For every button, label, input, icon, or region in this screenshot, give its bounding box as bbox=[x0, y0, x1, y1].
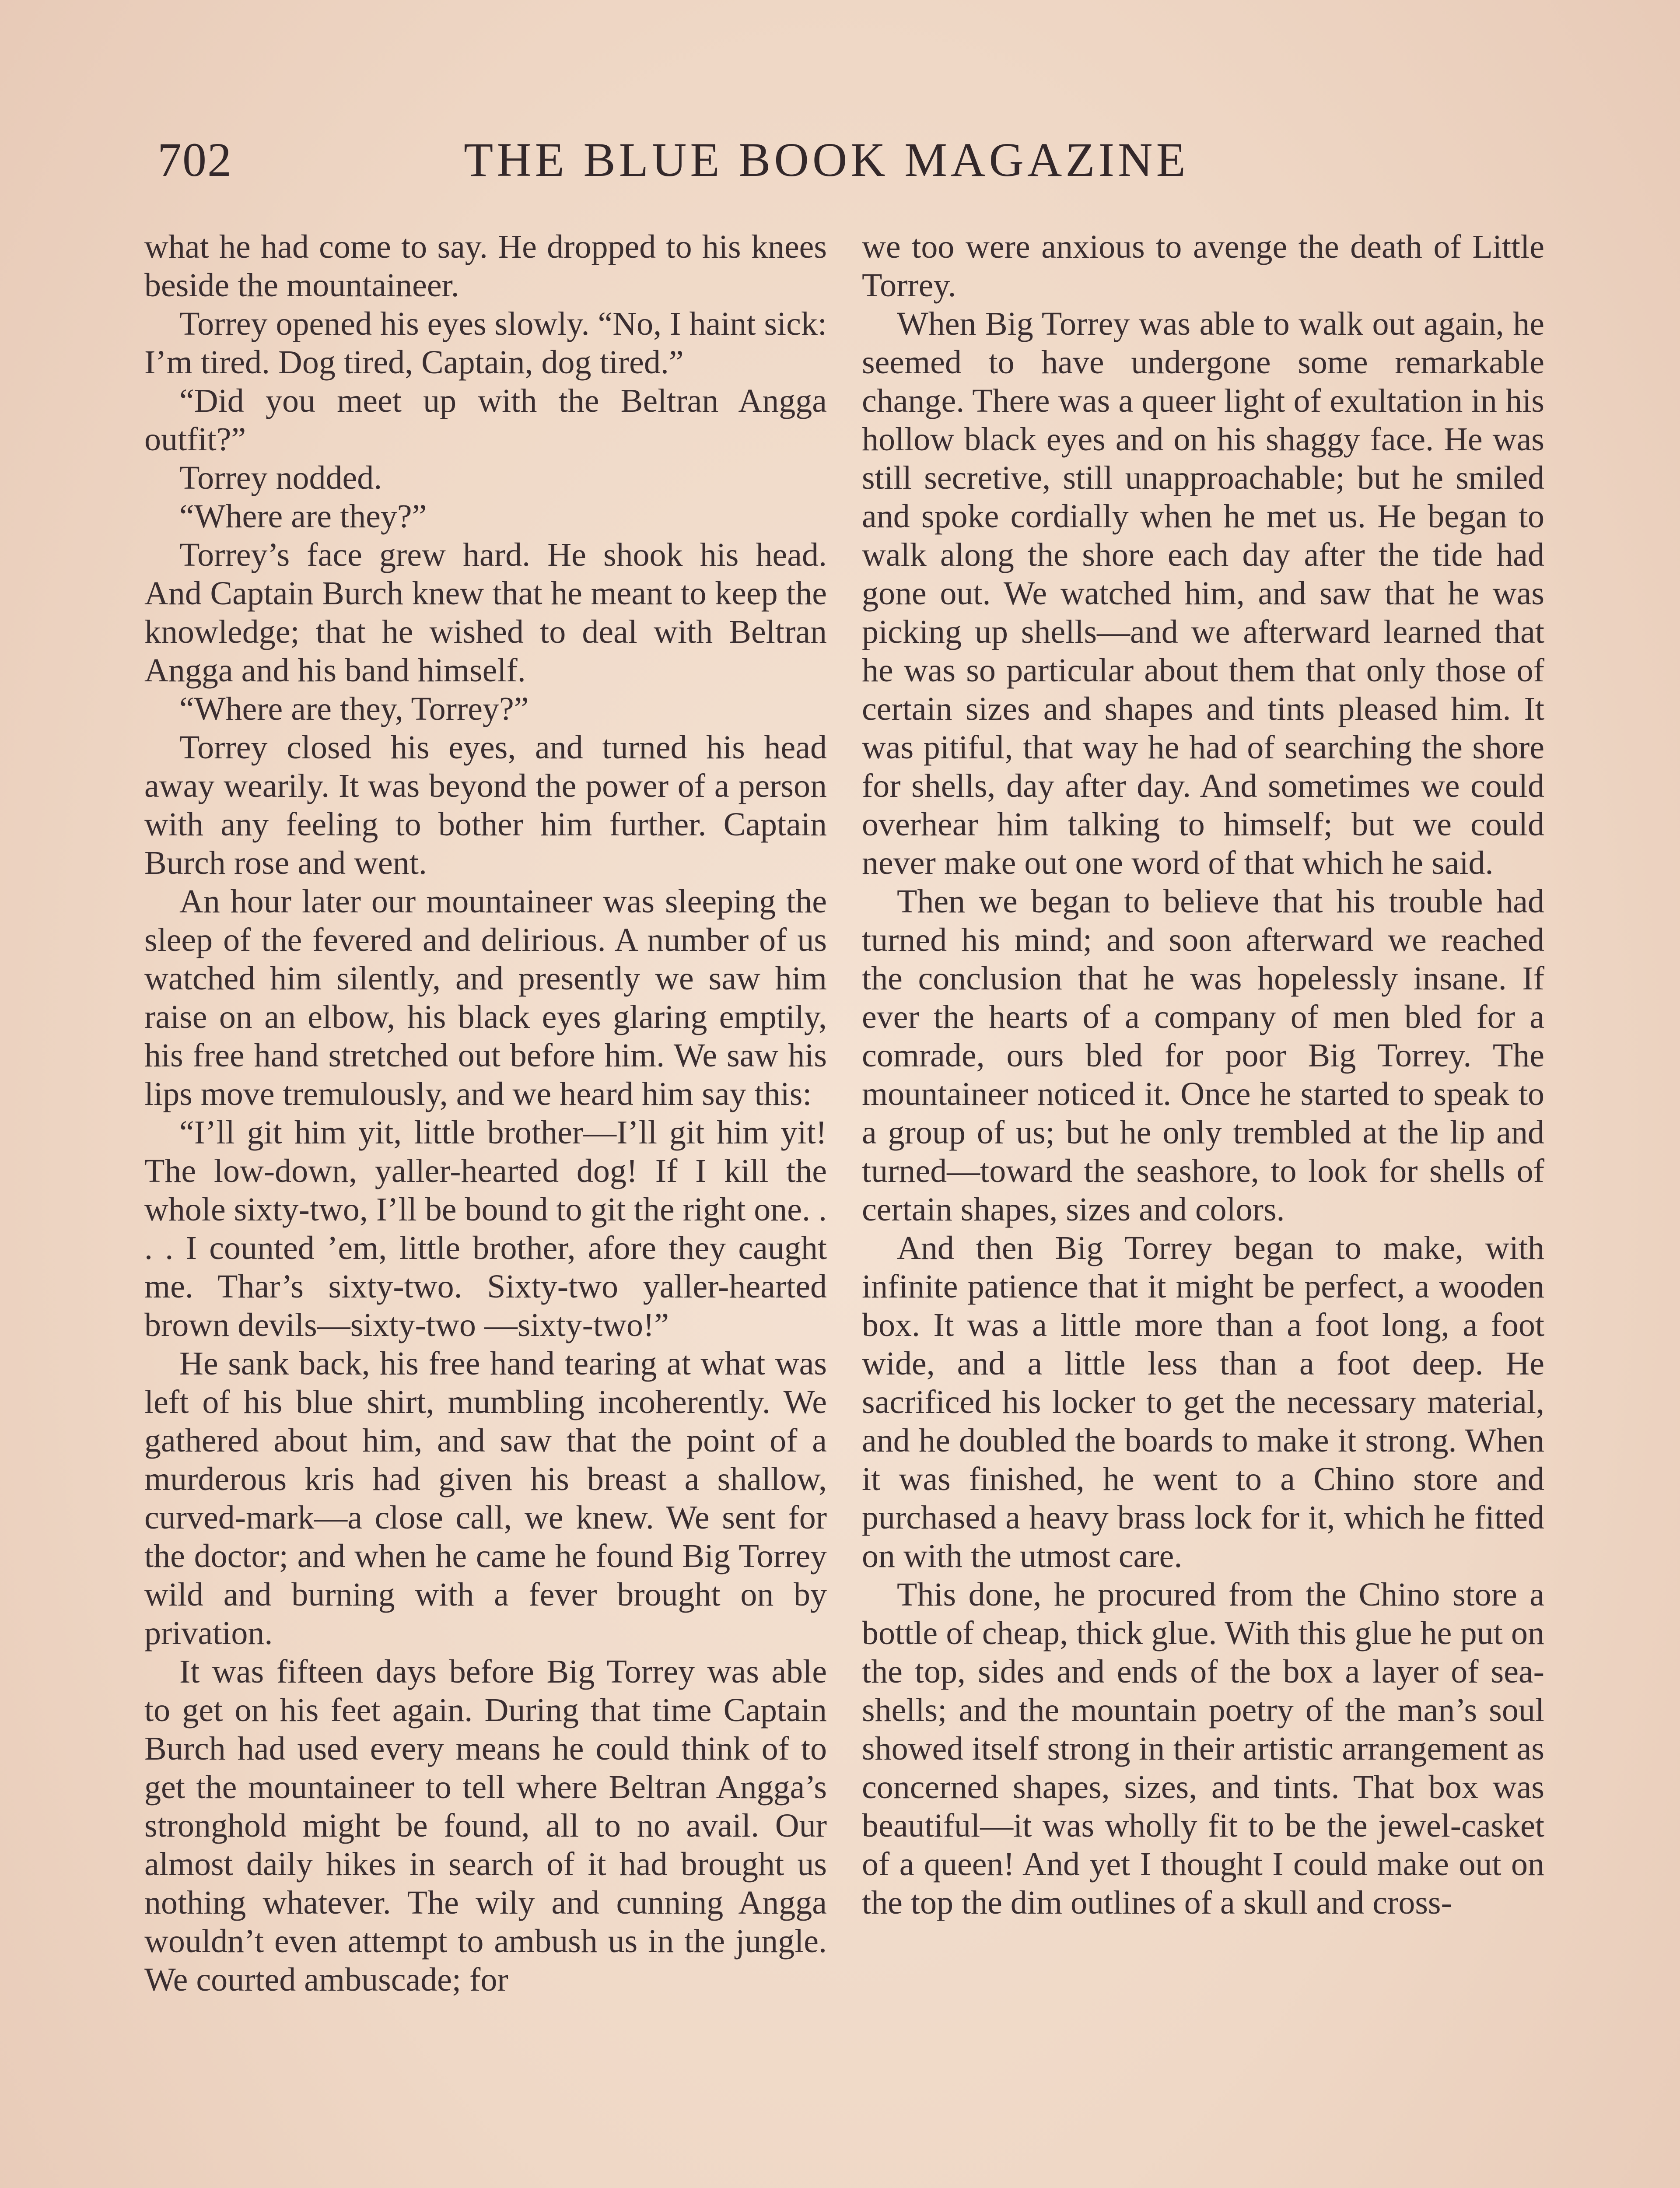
paragraph: Torrey closed his eyes, and turned his head away wearily. It was beyond the power of a person with any feeling to bother him further. Captain Burch rose and went. bbox=[144, 729, 827, 881]
paragraph: Torrey opened his eyes slowly. “No, I haint sick: I’m tired. Dog tired, Captain, dog tired.” bbox=[144, 305, 827, 381]
paragraph: It was fifteen days before Big Torrey was able to get on his feet again. During that time Captain Burch had used every means he could think of to get the mountaineer to tell where Beltran Angga’s stronghold might be found, all to no avail. Our almost daily hikes in search of it had brought us nothing whatever. The wily and cunning Angga wouldn’t even attempt to ambush us in the jungle. We courted ambuscade; for bbox=[144, 1653, 827, 1998]
page-number: 702 bbox=[158, 133, 232, 186]
paragraph: “Did you meet up with the Beltran Angga outfit?” bbox=[144, 382, 827, 458]
page-header bbox=[158, 127, 1549, 193]
paragraph: “Where are they?” bbox=[179, 498, 427, 535]
paragraph: Torrey nodded. bbox=[179, 459, 382, 496]
left-column bbox=[144, 228, 827, 2188]
magazine-title: THE BLUE BOOK MAGAZINE bbox=[464, 133, 1189, 186]
paragraph: This done, he procured from the Chino store a bottle of cheap, thick glue. With this glue he put on the top, sides and ends of the box a layer of sea-shells; and the mountain poetry of the man’s soul showed itself strong in their artistic arrangement as concerned shapes, sizes, and tints. That box was beautiful—it was wholly fit to be the jewel-casket of a queen! And yet I thought I could make out on the top the dim outlines of a skull and cross- bbox=[862, 1576, 1544, 1921]
paragraph: “Where are they, Torrey?” bbox=[179, 691, 529, 727]
paragraph: Then we began to believe that his trouble had turned his mind; and soon afterward we reached the conclusion that he was hopelessly insane. If ever the hearts of a company of men bled for a comrade, ours bled for poor Big Torrey. The mountaineer noticed it. Once he started to speak to a group of us; but he only trembled at the lip and turned—toward the seashore, to look for shells of certain shapes, sizes and colors. bbox=[862, 883, 1544, 1228]
paragraph: “I’ll git him yit, little brother—I’ll git him yit! The low-down, yaller-hearted dog! If I kill the whole sixty-two, I’ll be bound to git the right one. . . . I counted ’em, little brother, afore they caught me. Thar’s sixty-two. Sixty-two yaller-hearted brown devils—sixty-two —sixty-two!” bbox=[144, 1114, 827, 1343]
paragraph: we too were anxious to avenge the death of Little Torrey. bbox=[862, 228, 1544, 304]
paragraph: what he had come to say. He dropped to his knees beside the mountaineer. bbox=[144, 228, 827, 304]
paragraph: An hour later our mountaineer was sleeping the sleep of the fevered and delirious. A number of us watched him silently, and presently we saw him raise on an elbow, his black eyes glaring emptily, his free hand stretched out before him. We saw his lips move tremulously, and we heard him say this: bbox=[144, 883, 827, 1112]
right-column bbox=[862, 228, 1544, 2188]
paragraph: And then Big Torrey began to make, with infinite patience that it might be perfect, a wooden box. It was a little more than a foot long, a foot wide, and a little less than a foot deep. He sacrificed his locker to get the necessary material, and he doubled the boards to make it strong. When it was finished, he went to a Chino store and purchased a heavy brass lock for it, which he fitted on with the utmost care. bbox=[862, 1230, 1544, 1574]
paragraph: When Big Torrey was able to walk out again, he seemed to have undergone some remarkable change. There was a queer light of exultation in his hollow black eyes and on his shaggy face. He was still secretive, still unapproachable; but he smiled and spoke cordially when he met us. He began to walk along the shore each day after the tide had gone out. We watched him, and saw that he was picking up shells—and we afterward learned that he was so particular about them that only those of certain sizes and shapes and tints pleased him. It was pitiful, that way he had of searching the shore for shells, day after day. And sometimes we could overhear him talking to himself; but we could never make out one word of that which he said. bbox=[862, 305, 1544, 881]
paragraph: Torrey’s face grew hard. He shook his head. And Captain Burch knew that he meant to keep the knowledge; that he wished to deal with Beltran Angga and his band himself. bbox=[144, 536, 827, 689]
paragraph: He sank back, his free hand tearing at what was left of his blue shirt, mumbling incoherently. We gathered about him, and saw that the point of a murderous kris had given his breast a shallow, curved-mark—a close call, we knew. We sent for the doctor; and when he came he found Big Torrey wild and burning with a fever brought on by privation. bbox=[144, 1345, 827, 1652]
